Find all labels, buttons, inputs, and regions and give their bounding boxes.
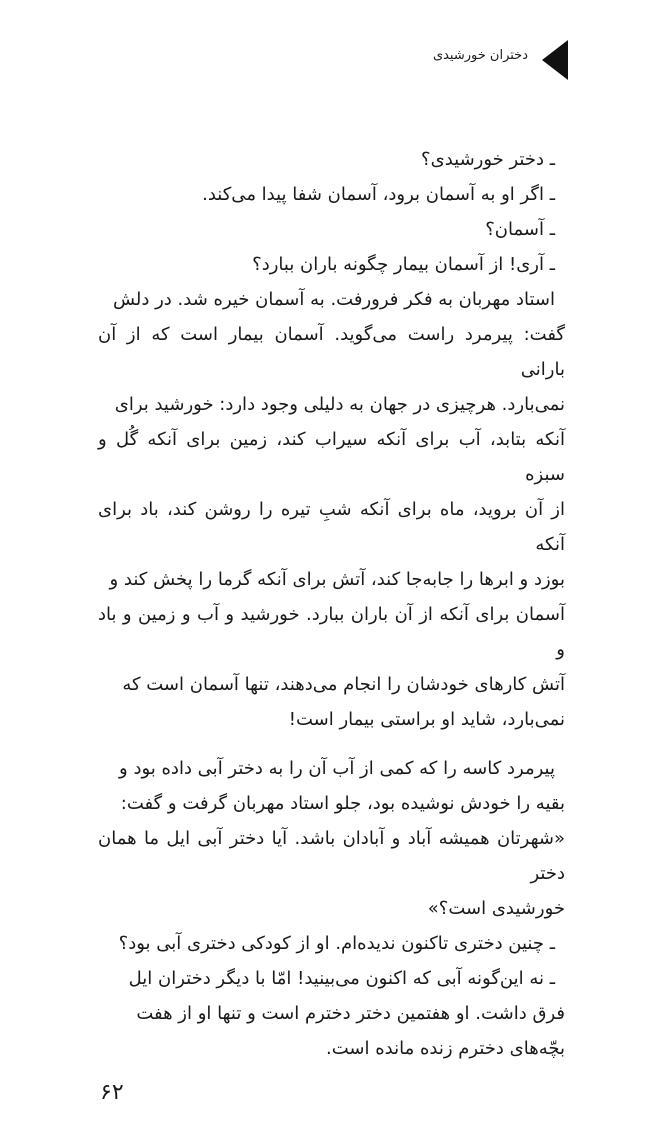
- paragraph-line: پیرمرد کاسه را که کمی از آب آن را به دختر آبی داده بود و: [119, 758, 555, 779]
- page-number: ۶۲: [100, 1080, 124, 1105]
- paragraph-line: بچّه‌های دخترم زنده مانده است.: [326, 1038, 565, 1059]
- paragraph-line: استاد مهربان به فکر فرورفت. به آسمان خیره شد. در دلش: [112, 289, 555, 310]
- paragraph-line: بوزد و ابرها را جابه‌جا کند، آتش برای آنکه گرما را پخش کند و: [109, 569, 565, 590]
- page-body: [98, 120, 565, 1066]
- paragraph-line: بقیه را خودش نوشیده بود، جلو استاد مهربان گرفت و گفت:: [120, 793, 565, 814]
- paragraph-line: از آن بروید، ماه برای آنکه شبِ تیره را روشن کند، باد برای آنکه: [98, 499, 565, 555]
- page-header: [0, 0, 663, 120]
- paragraph-line: آسمان برای آنکه از آن باران ببارد. خورشید و آب و زمین و باد و: [98, 604, 565, 660]
- dialogue-line: ـ دختر خورشیدی؟: [421, 149, 555, 170]
- triangle-left-icon: [542, 40, 568, 80]
- paragraph-line: نمی‌بارد. هرچیزی در جهان به دلیلی وجود دارد: خورشید برای: [114, 394, 565, 415]
- running-header: دختران خورشیدی: [432, 48, 528, 63]
- dialogue-line: ـ نه این‌گونه آبی که اکنون می‌بینید! امّا با دیگر دختران ایل: [128, 968, 555, 989]
- paragraph-line: «شهرتان همیشه آباد و آبادان باشد. آیا دختر آبی ایل ما همان دختر: [98, 828, 565, 884]
- dialogue-line: ـ آسمان؟: [485, 219, 555, 240]
- paragraph-line: فرق داشت. او هفتمین دختر دخترم است و تنها او از هفت: [136, 1003, 565, 1024]
- dialogue-line: ـ آری! از آسمان بیمار چگونه باران ببارد؟: [252, 254, 555, 275]
- paragraph-line: گفت: پیرمرد راست می‌گوید. آسمان بیمار است که از آن بارانی: [98, 324, 565, 380]
- paragraph-line: نمی‌بارد، شاید او براستی بیمار است!: [288, 709, 565, 730]
- paragraph-line: آتش کارهای خودشان را انجام می‌دهند، تنها آسمان است که: [122, 674, 565, 695]
- paragraph-line: آنکه بتابد، آب برای آنکه سیراب کند، زمین برای آنکه گُل و سبزه: [98, 429, 565, 485]
- paragraph-line: خورشیدی است؟»: [427, 898, 565, 919]
- dialogue-line: ـ اگر او به آسمان برود، آسمان شفا پیدا می‌کند.: [202, 184, 555, 205]
- dialogue-line: ـ چنین دختری تاکنون ندیده‌ام. او از کودکی دختری آبی بود؟: [118, 933, 555, 954]
